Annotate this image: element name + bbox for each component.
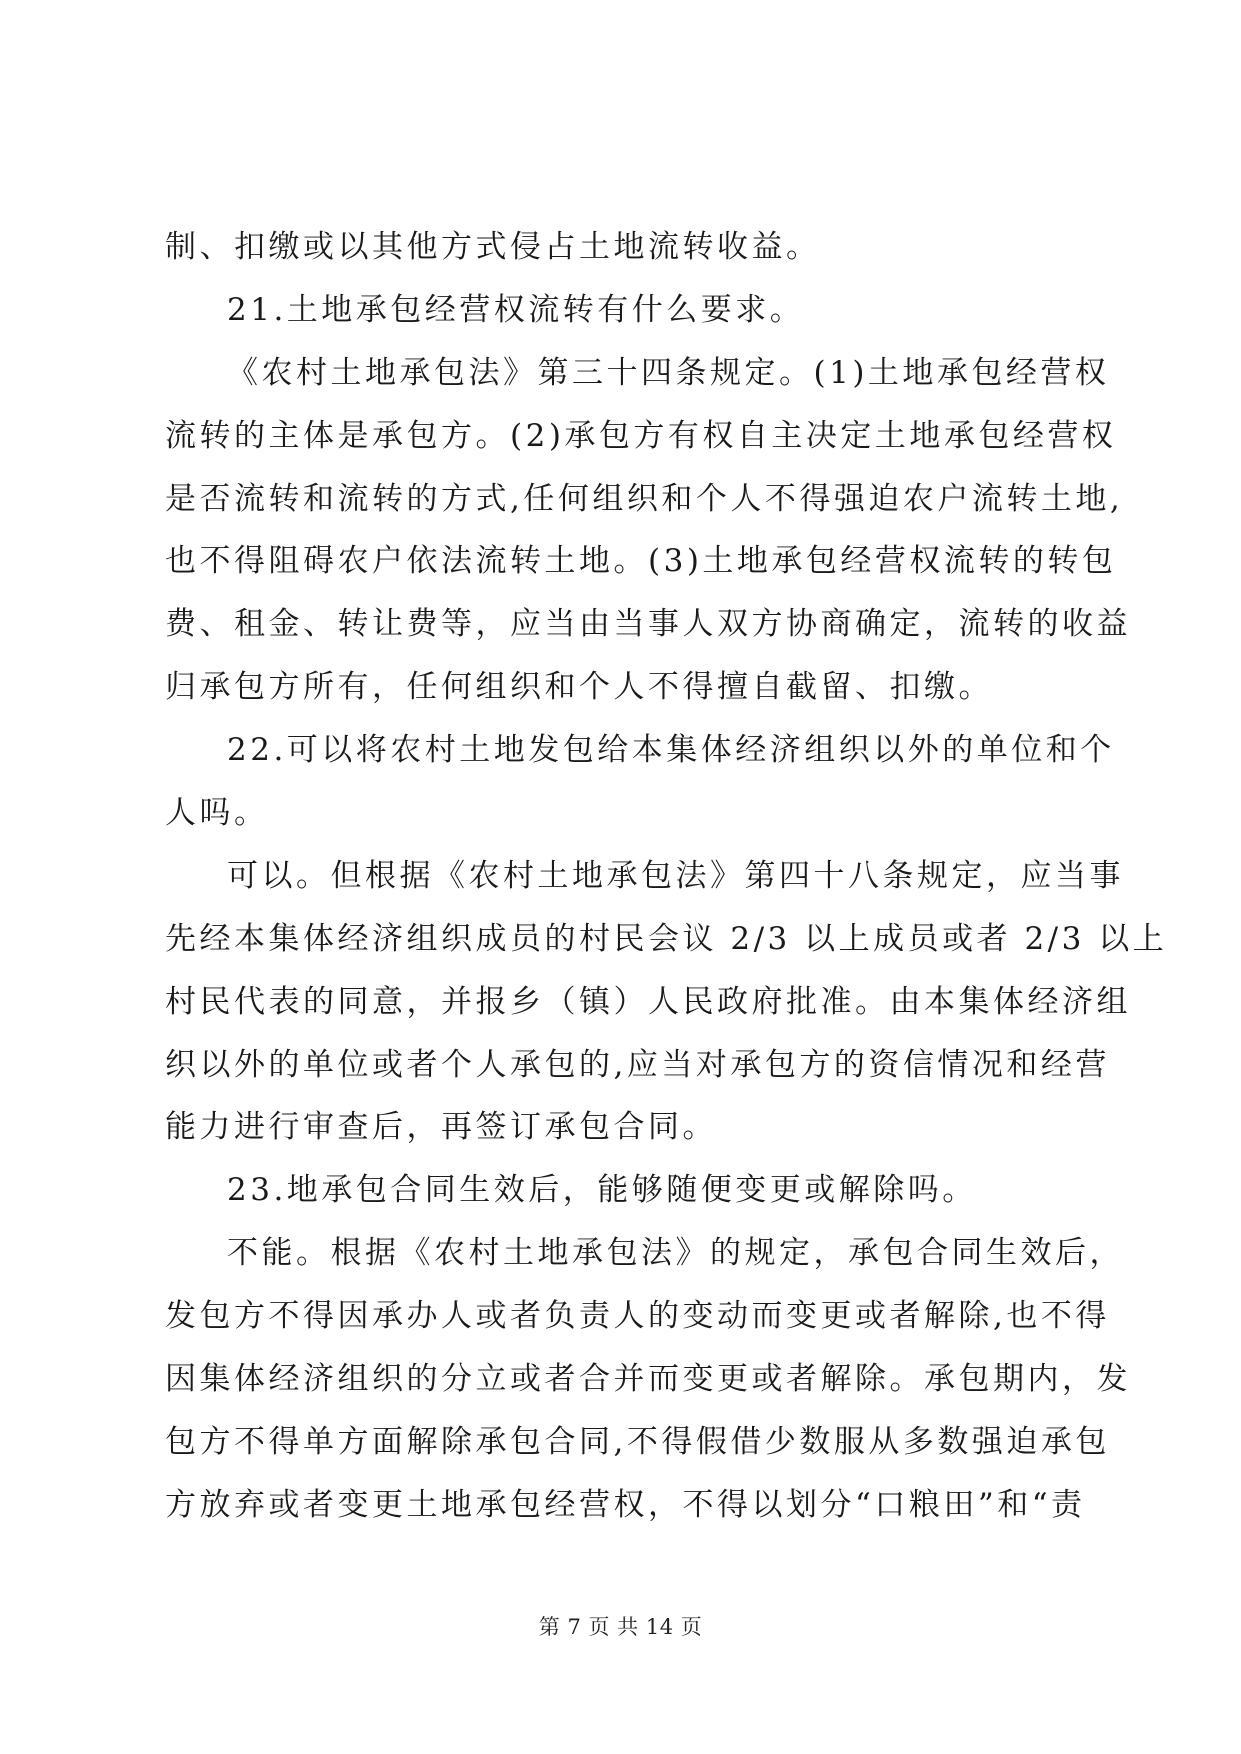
text-line: 织以外的单位或者个人承包的,应当对承包方的资信情况和经营 <box>165 1046 1110 1083</box>
text-line: 制、扣缴或以其他方式侵占土地流转收益。 <box>165 229 821 265</box>
text-line: 流转的主体是承包方。(2)承包方有权自主决定土地承包经营权 <box>165 417 1117 454</box>
text-line: 包方不得单方面解除承包合同,不得假借少数服从多数强迫承包 <box>165 1423 1110 1460</box>
text-line: 不能。根据《农村土地承包法》的规定，承包合同生效后， <box>227 1235 1124 1272</box>
text-line: 也不得阻碍农户依法流转土地。(3)土地承包经营权流转的转包 <box>165 543 1117 580</box>
question-heading-23: 23.地承包合同生效后，能够随便变更或解除吗。 <box>227 1172 977 1209</box>
question-heading-22: 22.可以将农村土地发包给本集体经济组织以外的单位和个 <box>227 732 1115 769</box>
page-number-footer: 第 7 页 共 14 页 <box>538 1615 703 1639</box>
question-heading-21: 21.土地承包经营权流转有什么要求。 <box>227 291 805 328</box>
text-line: 能力进行审查后，再签订承包合同。 <box>165 1109 717 1146</box>
text-line: 方放弃或者变更土地承包经营权，不得以划分“口粮田”和“责 <box>165 1486 1086 1523</box>
text-line: 费、租金、转让费等，应当由当事人双方协商确定，流转的收益 <box>165 606 1131 643</box>
text-line: 可以。但根据《农村土地承包法》第四十八条规定，应当事 <box>227 857 1124 894</box>
text-line: 《农村土地承包法》第三十四条规定。(1)土地承包经营权 <box>227 354 1110 391</box>
text-line: 村民代表的同意，并报乡（镇）人民政府批准。由本集体经济组 <box>165 983 1131 1020</box>
text-line: 因集体经济组织的分立或者合并而变更或者解除。承包期内，发 <box>165 1361 1131 1398</box>
text-line: 人吗。 <box>165 795 269 832</box>
text-line: 是否流转和流转的方式,任何组织和个人不得强迫农户流转土地, <box>165 480 1124 517</box>
document-body <box>165 229 1168 1553</box>
text-line: 归承包方所有，任何组织和个人不得擅自截留、扣缴。 <box>165 669 993 706</box>
text-line: 发包方不得因承办人或者负责人的变动而变更或者解除,也不得 <box>165 1298 1110 1335</box>
text-line: 先经本集体经济组织成员的村民会议 2/3 以上成员或者 2/3 以上 <box>165 920 1168 957</box>
